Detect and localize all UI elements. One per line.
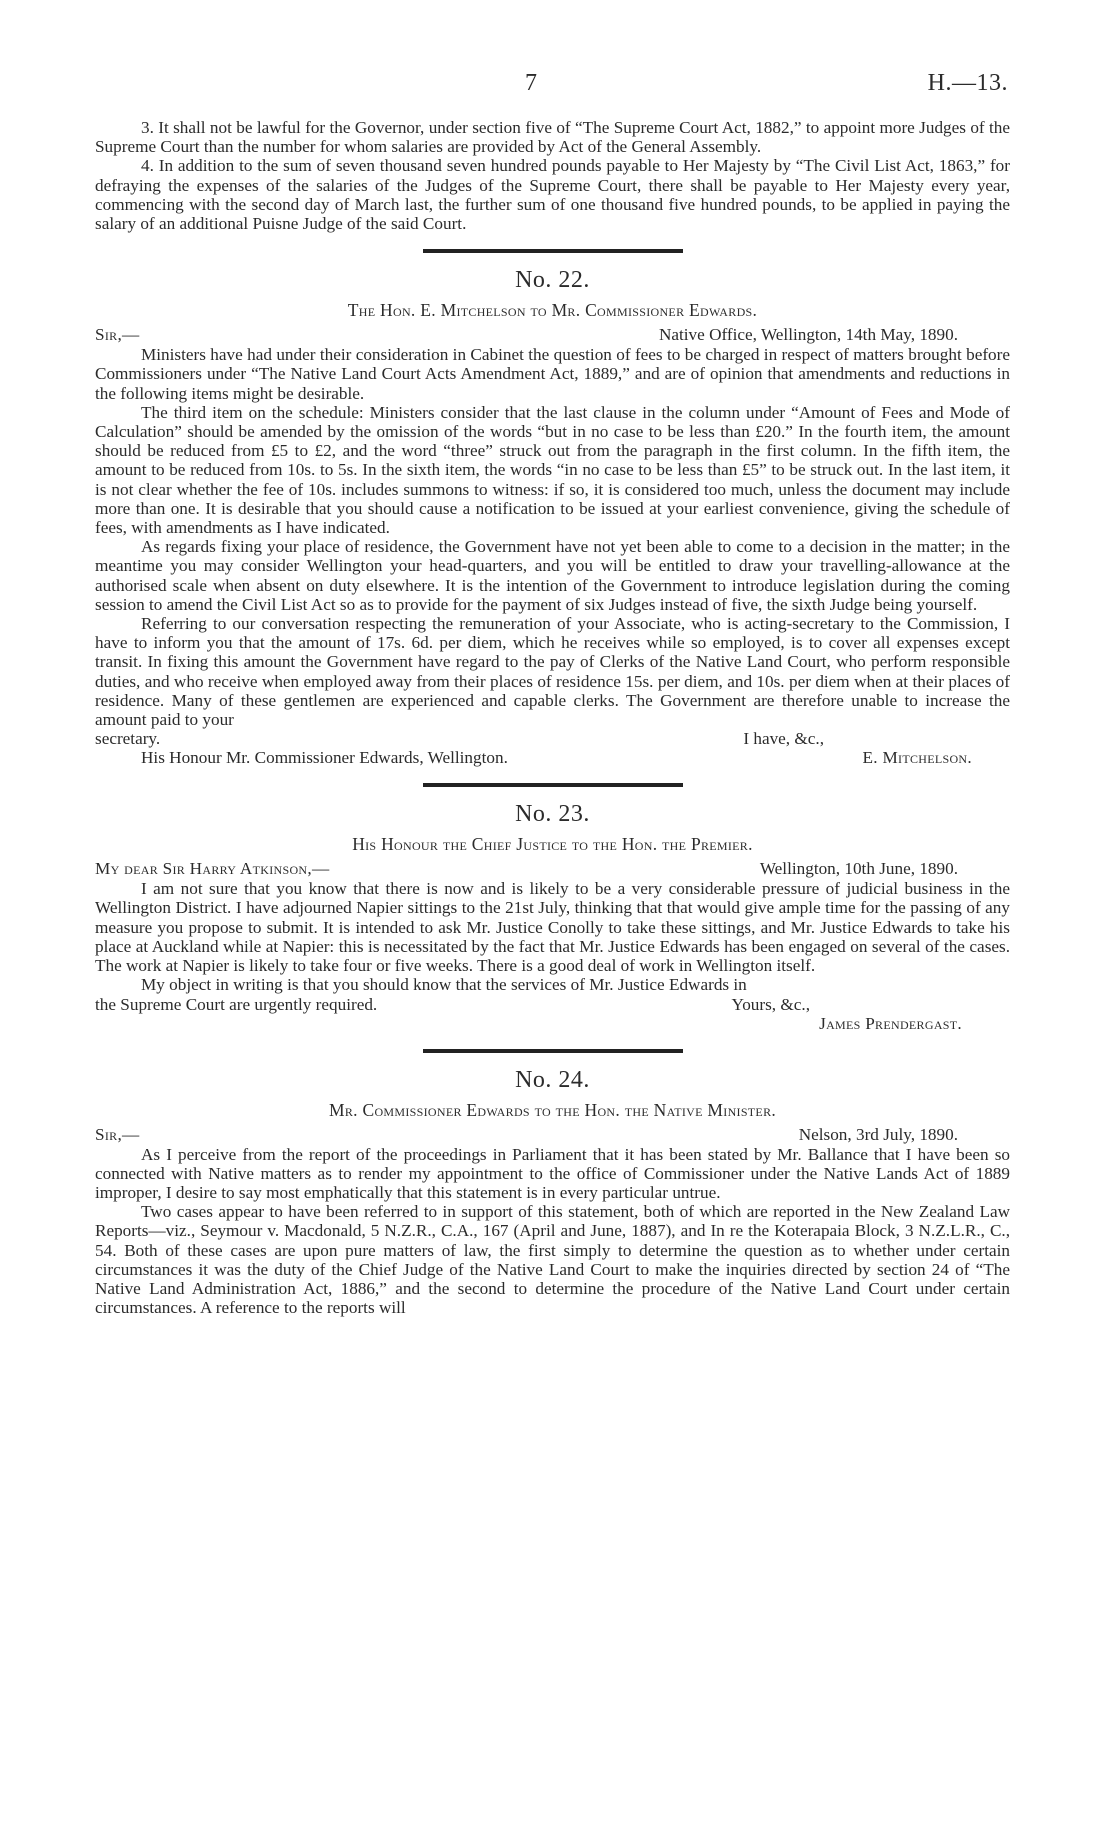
letter-paragraph: Ministers have had under their consideration in Cabinet the question of fees to be charged in respect of matters brought before Commissioners under “The Native Land Court Acts Amendment Act, 1889,” and are of opinion that amendments and reductions in the following items might be desirable. <box>95 345 1010 403</box>
section-divider <box>423 783 683 787</box>
page-number: 7 <box>525 70 537 96</box>
letter-paragraph: As regards fixing your place of residence, the Government have not yet been able to come to a decision in the matter; in the meantime you may consider Wellington your head-quarters, and you will be entitled to draw your travelling-allowance at the authorised scale when absent on duty elsewhere. It is the intention of the Government to introduce legislation during the coming session to amend the Civil List Act so as to provide for the payment of six Judges instead of five, the sixth Judge being yourself. <box>95 537 1010 614</box>
signature: James Prendergast. <box>819 1013 962 1033</box>
letter-paragraph: Two cases appear to have been referred to in support of this statement, both of which are reported in the New Zealand Law Reports—viz., Seymour v. Macdonald, 5 N.Z.R., C.A., 167 (April and June, 1887), and In re the Koterapaia Block, 3 N.Z.L.R., C., 54. Both of these cases are upon pure matters of law, the first simply to determine the question as to whether under certain circumstances it was the duty of the Chief Judge of the Native Land Court to make the inquiries directed by section 24 of “The Native Land Administration Act, 1886,” and the second to determine the procedure of the Native Land Court under certain circumstances. A reference to the reports will <box>95 1202 1010 1318</box>
page-header <box>95 70 1010 100</box>
tail-text: the Supreme Court are urgently required. <box>95 994 378 1014</box>
last-word: secretary. <box>95 729 161 749</box>
place-date: Nelson, 3rd July, 1890. <box>798 1124 958 1144</box>
letter-heading: The Hon. E. Mitchelson to Mr. Commissioner Edwards. <box>347 300 758 321</box>
section-divider <box>423 1049 683 1053</box>
place-date: Wellington, 10th June, 1890. <box>759 859 958 879</box>
salutation: Sir,— <box>95 325 140 345</box>
letter-paragraph: My object in writing is that you should know that the services of Mr. Justice Edwards in <box>141 975 747 995</box>
closing: I have, &c., <box>743 729 824 749</box>
addressee: His Honour Mr. Commissioner Edwards, Wellington. <box>141 748 508 768</box>
clause-4: 4. In addition to the sum of seven thousand seven hundred pounds payable to Her Majesty by “The Civil List Act, 1863,” for defraying the expenses of the salaries of the Judges of the Supreme Court, there shall be payable to Her Majesty every year, commencing with the second day of March last, the further sum of one thousand five hundred pounds, to be applied in paying the salary of an additional Puisne Judge of the said Court. <box>95 156 1010 234</box>
letter-paragraph: Referring to our conversation respecting the remuneration of your Associate, who is acting-secretary to the Commission, I have to inform you that the amount of 17s. 6d. per diem, which he receives while so employed, is to cover all expenses except transit. In fixing this amount the Government have regard to the pay of Clerks of the Native Land Court, who perform responsible duties, and who receive when employed away from their places of residence 15s. per diem, and 10s. per diem when at their places of residence. Many of these gentlemen are experienced and capable clerks. The Government are therefore unable to increase the amount paid to your <box>95 614 1010 730</box>
letter-heading: Mr. Commissioner Edwards to the Hon. the Native Minister. <box>328 1099 777 1120</box>
salutation-row <box>95 859 1010 879</box>
letter-paragraph: As I perceive from the report of the proceedings in Parliament that it has been stated by Mr. Ballance that I have been so connected with Native matters as to render my appointment to the office of Commissioner under the Native Lands Act of 1889 improper, I desire to say most emphatically that this statement is in every particular untrue. <box>95 1144 1010 1202</box>
signature: E. Mitchelson. <box>862 748 972 768</box>
closing-row <box>95 729 1010 748</box>
paper-code: H.—13. <box>927 70 1008 96</box>
salutation-row <box>95 1125 1010 1145</box>
letter-paragraph: I am not sure that you know that there is now and is likely to be a very considerable pressure of judicial business in the Wellington District. I have adjourned Napier sittings to the 21st July, thinking that that would give ample time for the passing of any measure you propose to submit. It is intended to ask Mr. Justice Conolly to take these sittings, and Mr. Justice Edwards to take his place at Auckland while at Napier: this is necessitated by the fact that Mr. Justice Edwards has been engaged on several of the cases. The work at Napier is likely to take four or five weeks. There is a good deal of work in Wellington itself. <box>95 879 1010 976</box>
letter-heading: His Honour the Chief Justice to the Hon. the Premier. <box>352 834 753 855</box>
letter-number: No. 22. <box>515 267 590 294</box>
salutation: My dear Sir Harry Atkinson,— <box>95 859 330 879</box>
place-date: Native Office, Wellington, 14th May, 1890. <box>658 325 958 345</box>
closing: Yours, &c., <box>731 994 810 1014</box>
letter-number: No. 24. <box>515 1066 590 1093</box>
letter-paragraph: The third item on the schedule: Ministers consider that the last clause in the column under “Amount of Fees and Mode of Calculation” should be amended by the omission of the words “but in no case to be less than £20.” In the fourth item, the amount should be reduced from £5 to £2, and the word “three” struck out from the paragraph in the first column. In the fifth item, the amount to be reduced from 10s. to 5s. In the sixth item, the words “in no case to be less than £5” to be struck out. In the last item, it is not clear whether the fee of 10s. includes summons to witness: if so, it is considered too much, unless the document may include more than one. It is desirable that you should cause a notification to be issued at your earliest convenience, giving the schedule of fees, with amendments as I have indicated. <box>95 402 1010 538</box>
section-divider <box>423 249 683 253</box>
clause-3: 3. It shall not be lawful for the Governor, under section five of “The Supreme Court Act, 1882,” to appoint more Judges of the Supreme Court than the number for whom salaries are provided by Act of the General Assembly. <box>95 118 1010 157</box>
addressee-row <box>95 748 1010 767</box>
salutation-row <box>95 325 1010 345</box>
letter-number: No. 23. <box>515 801 590 828</box>
salutation: Sir,— <box>95 1124 140 1144</box>
closing-row <box>95 995 1010 1014</box>
